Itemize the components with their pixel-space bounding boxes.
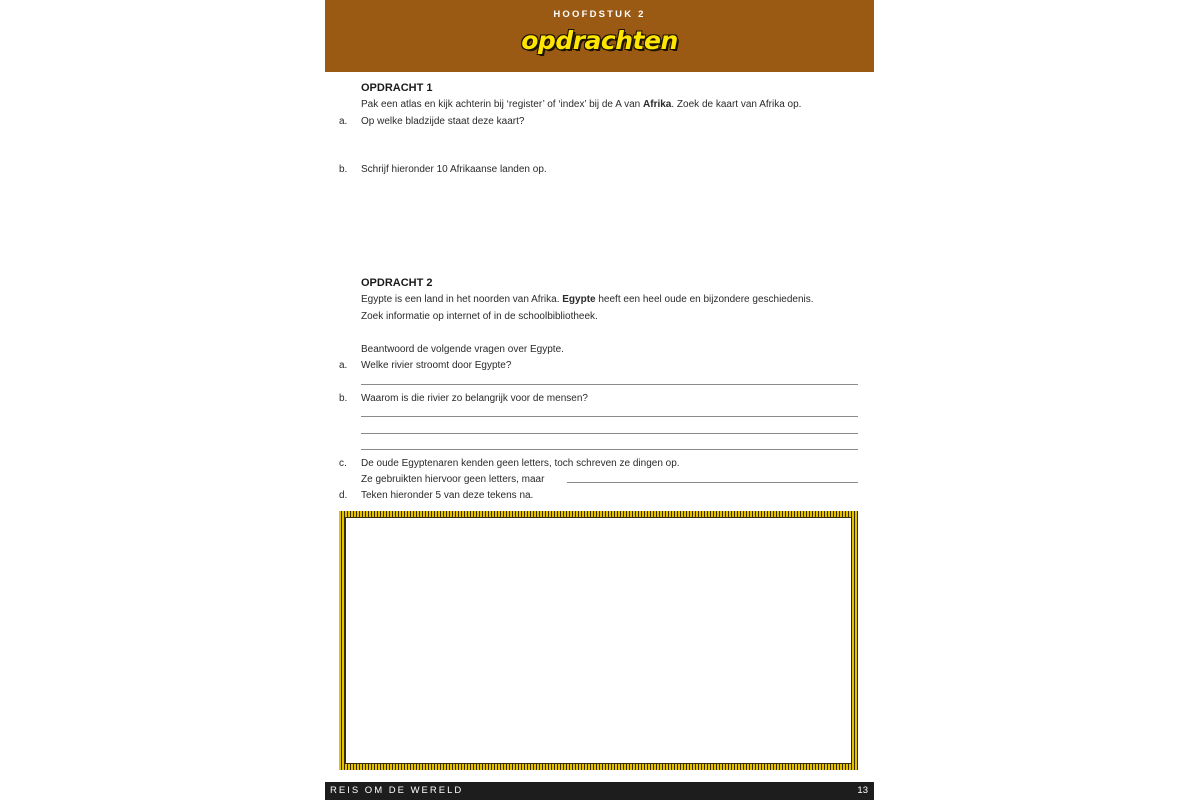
page-footer — [325, 782, 874, 800]
opdracht1-heading: OPDRACHT 1 — [361, 82, 433, 94]
opdracht2-intro-end: heeft een heel oude en bijzondere geschiedenis. — [595, 294, 814, 305]
chapter-header — [325, 0, 874, 72]
opdracht1-qb-text: Schrijf hieronder 10 Afrikaanse landen op. — [361, 164, 547, 175]
drawing-frame[interactable] — [339, 511, 858, 770]
opdracht2-intro-line1 — [361, 293, 814, 306]
opdracht2-heading: OPDRACHT 2 — [361, 277, 433, 289]
opdracht2-qd-label: d. — [339, 490, 348, 501]
opdracht1-intro-bold: Afrika — [643, 99, 672, 110]
opdracht1-intro — [361, 98, 801, 111]
opdracht2-instruction: Beantwoord de volgende vragen over Egypte. — [361, 344, 564, 355]
chapter-kicker: HOOFDSTUK 2 — [553, 9, 646, 20]
opdracht2-qa-text: Welke rivier stroomt door Egypte? — [361, 360, 512, 371]
opdracht2-intro-line2: Zoek informatie op internet of in de schoolbibliotheek. — [361, 311, 598, 322]
answer-line-a[interactable] — [361, 384, 858, 385]
answer-line-b3[interactable] — [361, 449, 858, 450]
answer-line-b2[interactable] — [361, 433, 858, 434]
opdracht2-qd-text: Teken hieronder 5 van deze tekens na. — [361, 490, 534, 501]
chapter-title: opdrachten — [521, 26, 678, 55]
footer-book-title: REIS OM DE WERELD — [330, 785, 464, 796]
answer-line-b1[interactable] — [361, 416, 858, 417]
opdracht2-intro-bold: Egypte — [562, 294, 596, 305]
opdracht2-intro-start: Egypte is een land in het noorden van Afrika. — [361, 294, 563, 305]
opdracht2-qb-label: b. — [339, 393, 348, 404]
opdracht1-qb-label: b. — [339, 164, 348, 175]
answer-line-c[interactable] — [567, 482, 858, 483]
opdracht2-qb-text: Waarom is die rivier zo belangrijk voor de mensen? — [361, 393, 588, 404]
opdracht1-intro-start: Pak een atlas en kijk achterin bij ‘register’ of ‘index’ bij de A van — [361, 99, 644, 110]
drawing-area[interactable] — [345, 517, 852, 764]
page-number: 13 — [857, 785, 868, 796]
opdracht2-qc-line1: De oude Egyptenaren kenden geen letters, toch schreven ze dingen op. — [361, 458, 680, 469]
opdracht1-qa-text: Op welke bladzijde staat deze kaart? — [361, 116, 525, 127]
opdracht2-qc-label: c. — [339, 458, 347, 469]
opdracht1-intro-end: . Zoek de kaart van Afrika op. — [671, 99, 802, 110]
opdracht1-qa-label: a. — [339, 116, 348, 127]
worksheet-page — [325, 0, 874, 800]
opdracht2-qa-label: a. — [339, 360, 348, 371]
opdracht2-qc-line2: Ze gebruikten hiervoor geen letters, maar — [361, 474, 545, 485]
